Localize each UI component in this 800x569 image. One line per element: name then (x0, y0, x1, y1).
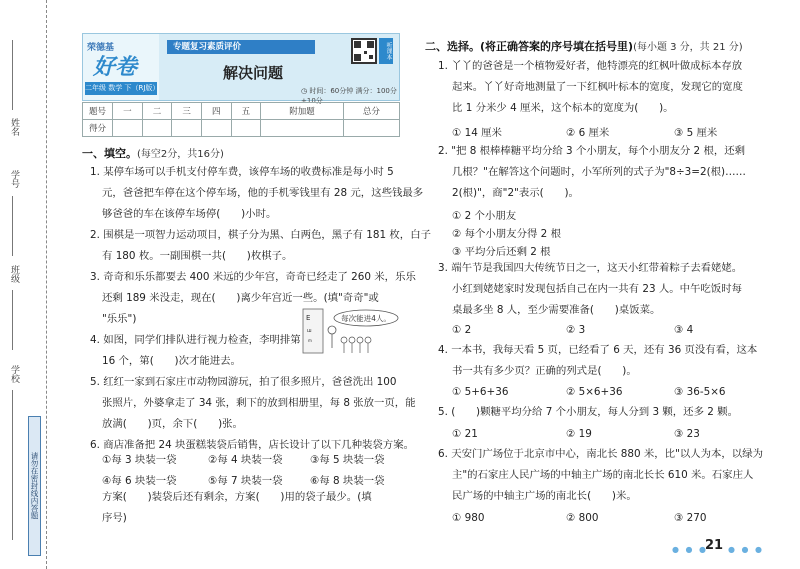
q6-option: ⑤每 7 块装一袋 (208, 475, 283, 487)
seal-notice: 请勿在密封线内答题 (28, 416, 41, 556)
choice-option[interactable]: ③ 4 (674, 324, 694, 336)
id-label: 学号 (9, 170, 19, 188)
choice-option[interactable]: ② 19 (566, 428, 592, 440)
grade-label: 二年级 数学 下（RJ版） (85, 82, 157, 95)
score-cell: 得分 (83, 120, 113, 137)
choice-option[interactable]: ② 5×6+36 (566, 386, 623, 398)
fill-line: 元，爸爸把车停在这个停车场，他的手机零钱里有 28 元，这些钱最多 (102, 187, 424, 199)
score-cell: 一 (113, 103, 143, 120)
choice-option[interactable]: ① 980 (452, 512, 485, 524)
score-input[interactable] (113, 120, 143, 137)
school-blank (12, 390, 13, 540)
choice-option[interactable]: ② 每个小朋友分得 2 根 (452, 228, 561, 240)
choice-line: 桌最多坐 8 人，至少需要准备( )桌饭菜。 (452, 304, 661, 316)
fill-line: 还剩 189 米没走，现在( )离少年宫近一些。(填"奇奇"或 (102, 292, 379, 304)
choice-option[interactable]: ① 14 厘米 (452, 127, 502, 139)
score-input[interactable] (172, 120, 202, 137)
section-two-heading (425, 38, 743, 54)
fill-line: 有 180 枚。一副围棋一共( )枚棋子。 (102, 250, 293, 262)
full-score: 满分：100分+10分 (301, 87, 397, 105)
score-cell: 附加题 (261, 103, 344, 120)
choice-option[interactable]: ③ 270 (674, 512, 707, 524)
choice-line: 6. 天安门广场位于北京市中心，南北长 880 米，比"以人为本，以绿为 (438, 448, 763, 460)
fill-line: "乐乐") (102, 313, 137, 325)
worksheet-header (82, 33, 400, 105)
svg-text:m: m (308, 338, 312, 343)
page-title: 解决问题 (223, 64, 284, 82)
choice-line: 主"的石家庄人民广场的中轴主广场的南北长长 610 米。石家庄人 (452, 469, 754, 481)
svg-text:E: E (306, 314, 311, 322)
q6-option: ⑥每 8 块装一袋 (310, 475, 385, 487)
fill-line: 2. 围棋是一项智力运动项目，棋子分为黑、白两色，黑子有 181 枚，白子 (90, 229, 431, 241)
fill-line: 方案( )装袋后还有剩余，方案( )用的袋子最少。(填 (102, 491, 372, 503)
choice-line: 4. 一本书，我每天看 5 页，已经看了 6 天，还有 36 页没有看，这本 (438, 344, 758, 356)
name-blank (12, 40, 13, 110)
score-cell: 四 (201, 103, 231, 120)
score-input[interactable] (231, 120, 261, 137)
q6-option: ②每 4 块装一袋 (208, 454, 283, 466)
choice-line: 书一共有多少页？正确的列式是( )。 (452, 365, 637, 377)
choice-option[interactable]: ① 21 (452, 428, 478, 440)
q6-option: ④每 6 块装一袋 (102, 475, 177, 487)
score-cell: 题号 (83, 103, 113, 120)
choice-line: 几根？"在解答这个问题时，小军所列的式子为"8÷3=2(根)…… (452, 166, 746, 178)
binding-margin (0, 0, 60, 569)
score-input[interactable] (343, 120, 399, 137)
qr-tag: 听课本 (379, 38, 393, 64)
section-note: (每空2分，共16分) (137, 149, 224, 160)
qr-code-icon (351, 38, 377, 64)
section-note: (每小题 3 分，共 21 分) (633, 42, 743, 53)
page-number: 21 (705, 538, 724, 553)
choice-line: 比 1 分米少 4 厘米，这个标本的宽度为( )。 (452, 102, 674, 114)
eye-test-queue-figure (302, 308, 400, 356)
fill-line: 张照片，外婆拿走了 34 张，剩下的放到相册里，每 8 张放一页，能 (102, 397, 416, 409)
choice-line: 小红到姥姥家时发现包括自己在内一共有 23 人。中午吃饭时每 (452, 283, 742, 295)
score-input[interactable] (142, 120, 172, 137)
score-cell: 二 (142, 103, 172, 120)
score-header-row (83, 103, 400, 120)
score-cell: 五 (231, 103, 261, 120)
choice-option[interactable]: ③ 5 厘米 (674, 127, 718, 139)
fill-line: 序号) (102, 512, 127, 524)
choice-option[interactable]: ① 2 个小朋友 (452, 210, 517, 222)
seal-line (46, 0, 47, 569)
choice-option[interactable]: ② 3 (566, 324, 586, 336)
brand-name: 荣德基 (87, 43, 115, 53)
school-label: 学校 (9, 365, 19, 383)
q6-option: ①每 3 块装一袋 (102, 454, 177, 466)
fill-line: 放满( )页，余下( )张。 (102, 418, 243, 430)
q6-option: ③每 5 块装一袋 (310, 454, 385, 466)
name-label: 姓名 (9, 118, 19, 136)
choice-option[interactable]: ① 2 (452, 324, 472, 336)
figure-bubble-text: 每次能进4人。 (341, 314, 391, 323)
score-cell: 总分 (343, 103, 399, 120)
svg-text:ш: ш (307, 328, 312, 334)
choice-option[interactable]: ③ 平均分后还剩 2 根 (452, 246, 551, 258)
choice-line: 民广场的中轴主广场的南北长( )米。 (452, 490, 637, 502)
choice-line: 2(根)"，商"2"表示( )。 (452, 187, 579, 199)
score-input[interactable] (201, 120, 231, 137)
fill-line: 4. 如图，同学们排队进行视力检查，李明排第 (90, 334, 301, 346)
time-limit: 时间：60分钟 (309, 87, 354, 95)
choice-line: 3. 端午节是我国四大传统节日之一，这天小红带着粽子去看姥姥。 (438, 262, 743, 274)
choice-option[interactable]: ① 5+6+36 (452, 386, 509, 398)
decor-dots-icon: ● ● ● (672, 545, 709, 554)
choice-option[interactable]: ③ 36-5×6 (674, 386, 726, 398)
class-label: 班级 (9, 265, 19, 283)
logo-text: 好卷 (93, 55, 138, 80)
score-table (82, 102, 400, 137)
choice-line: 起来。丫丫好奇地测量了一下红枫叶标本的宽度，发现它的宽度 (452, 81, 743, 93)
section-one-heading (82, 145, 224, 161)
choice-option[interactable]: ③ 23 (674, 428, 700, 440)
clock-icon: ◷ (301, 87, 308, 95)
choice-line: 2. "把 8 根棒棒糖平均分给 3 个小朋友，每个小朋友分 2 根，还剩 (438, 145, 746, 157)
series-banner: 专题复习素质评价 (167, 40, 315, 54)
choice-line: 1. 丫丫的爸爸是一个植物爱好者，他特漂亮的红枫叶做成标本存放 (438, 60, 743, 72)
choice-line: 5. ( )颗糖平均分给 7 个小朋友，每人分到 3 颗，还多 2 颗。 (438, 406, 738, 418)
score-value-row (83, 120, 400, 137)
fill-line: 5. 红红一家到石家庄市动物园游玩，拍了很多照片，爸爸洗出 100 (90, 376, 397, 388)
fill-line: 16 个，第( )次才能进去。 (102, 355, 241, 367)
fill-line: 够爸爸的车在该停车场停( )小时。 (102, 208, 277, 220)
fill-line: 1. 某停车场可以手机支付停车费，该停车场的收费标准是每小时 5 (90, 166, 394, 178)
logo-area (83, 34, 159, 100)
id-blank (12, 196, 13, 256)
section-title: 二、选择。(将正确答案的序号填在括号里) (425, 40, 634, 53)
choice-option[interactable]: ② 800 (566, 512, 599, 524)
score-cell: 三 (172, 103, 202, 120)
fill-line: 6. 商店准备把 24 块蛋糕装袋后销售，店长设计了以下几种装袋方案。 (90, 439, 414, 451)
class-blank (12, 290, 13, 350)
decor-dots-icon: ● ● ● (728, 545, 765, 554)
score-input[interactable] (261, 120, 344, 137)
fill-line: 3. 奇奇和乐乐都要去 400 米远的少年宫，奇奇已经走了 260 米，乐乐 (90, 271, 416, 283)
choice-option[interactable]: ② 6 厘米 (566, 127, 610, 139)
section-title: 一、填空。 (82, 147, 137, 160)
